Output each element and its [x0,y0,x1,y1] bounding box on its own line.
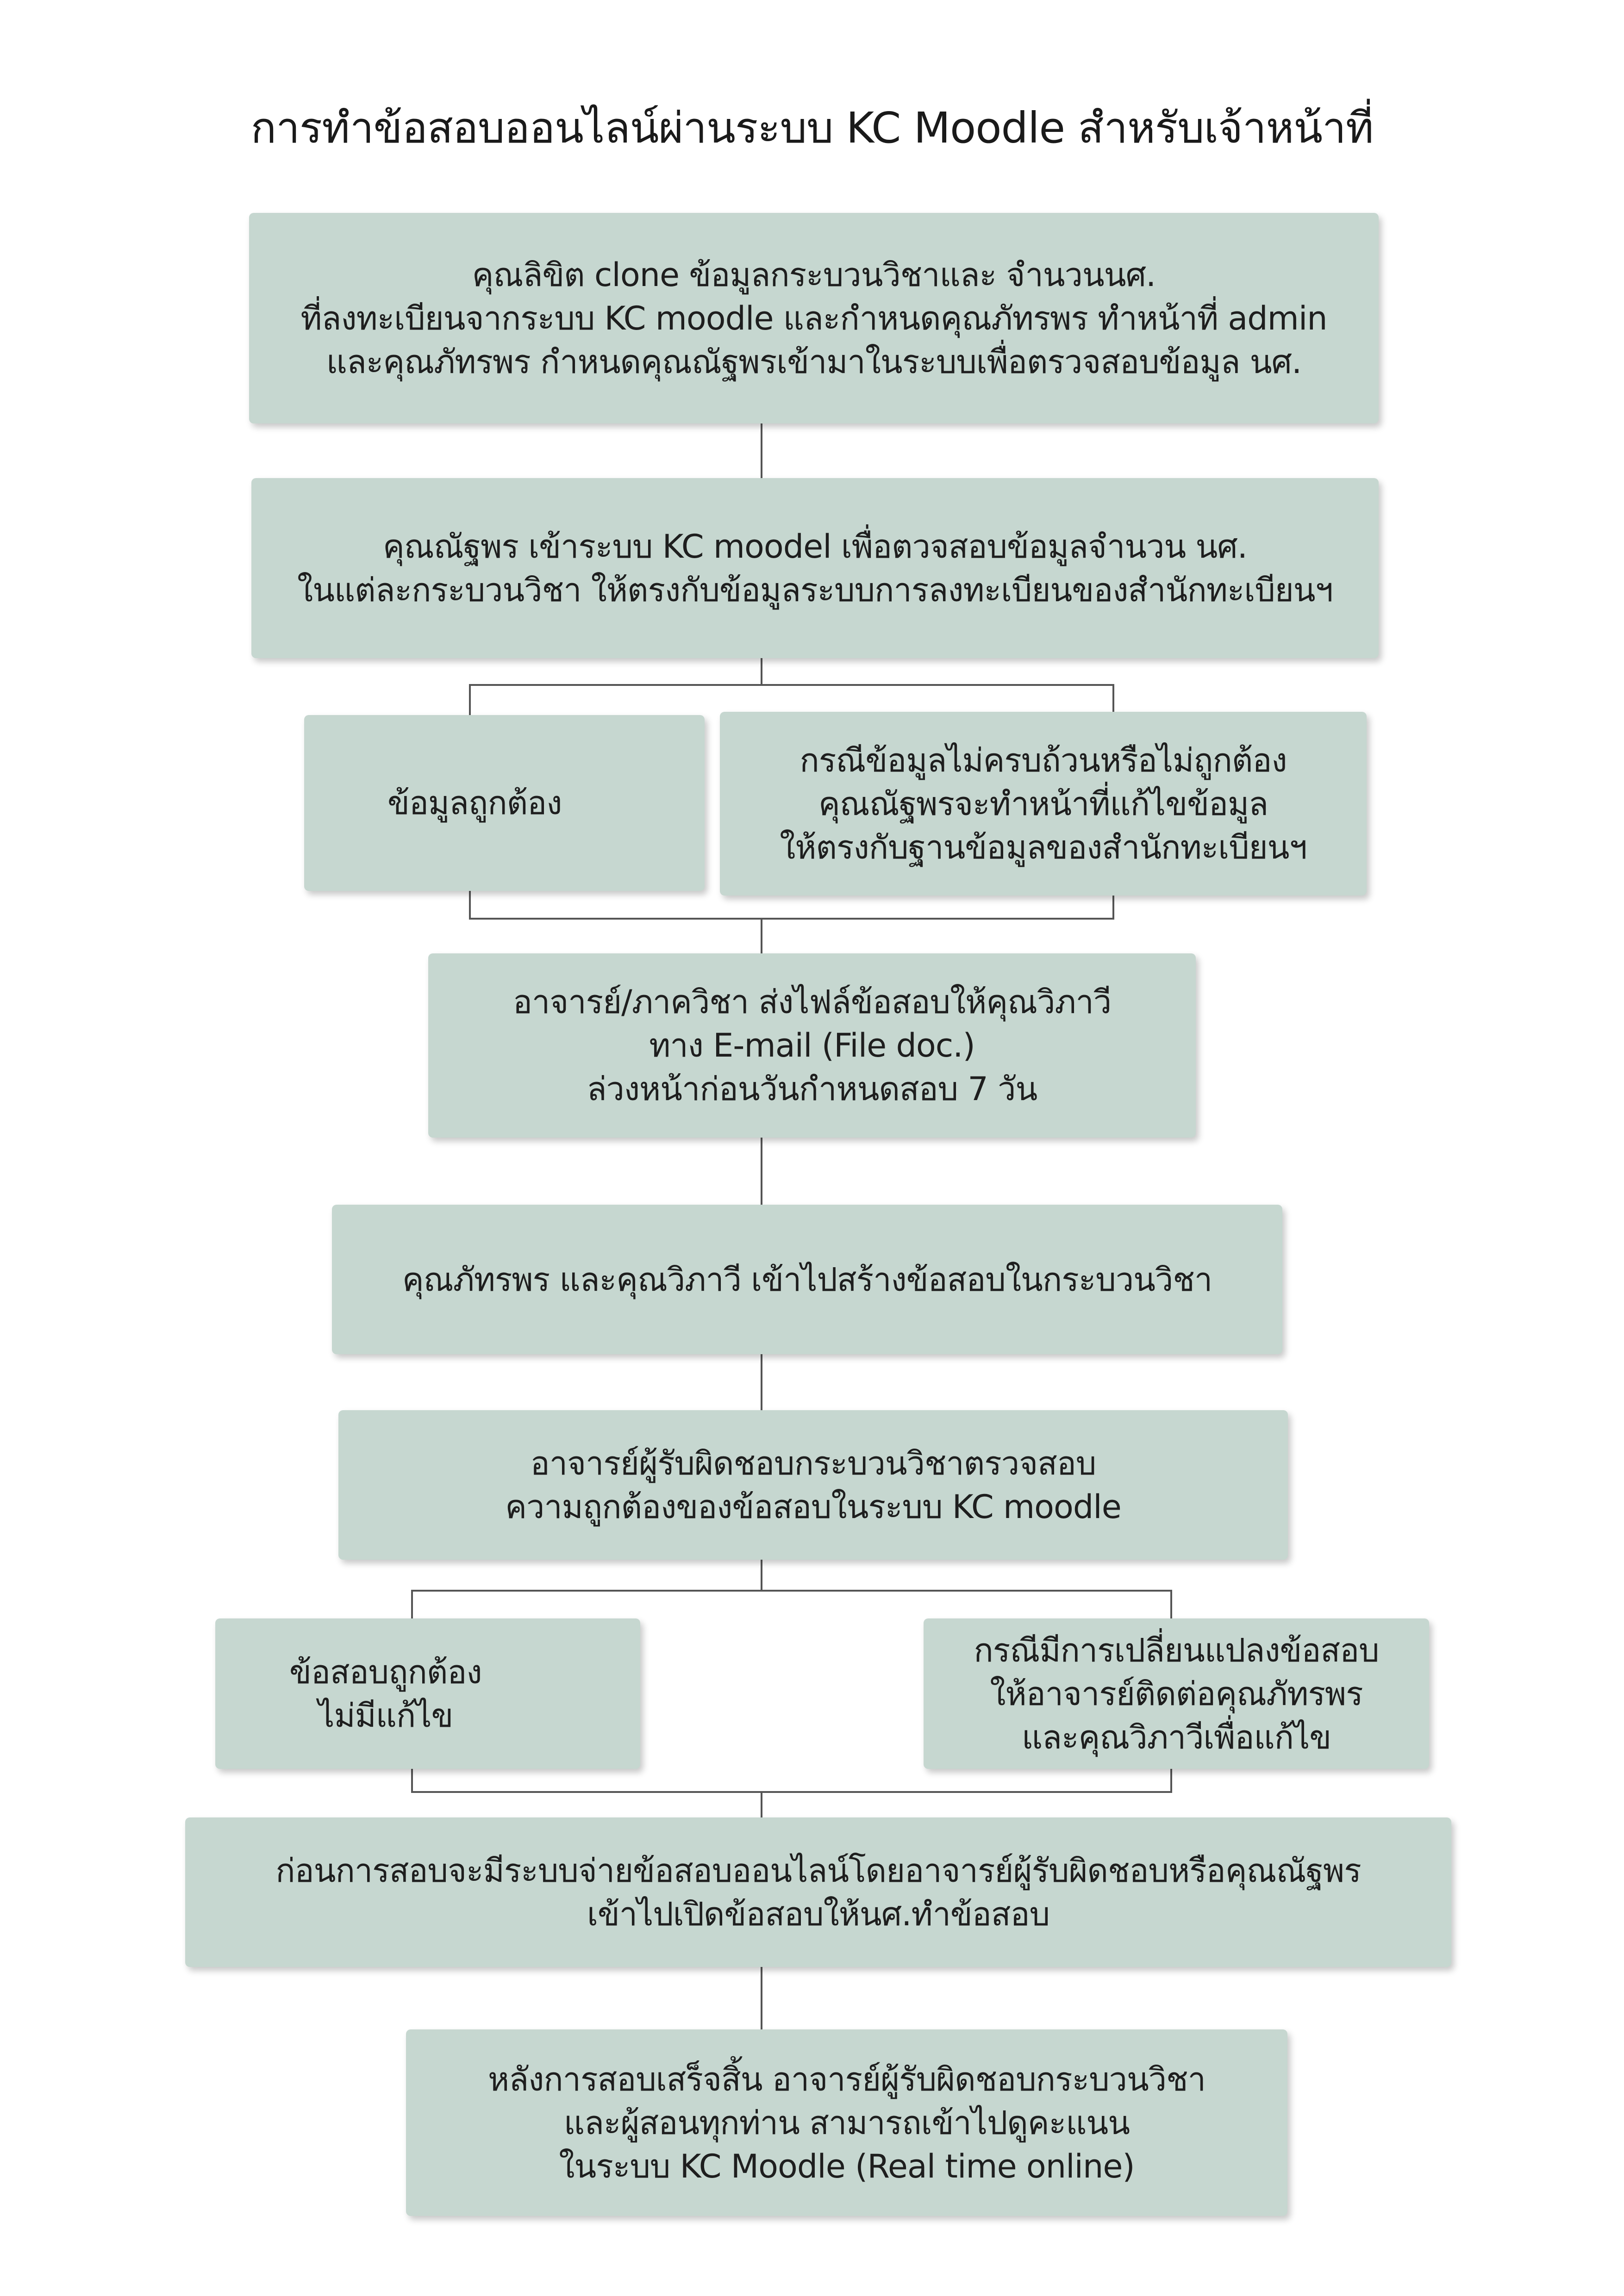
step-view-scores-box [406,2029,1287,2216]
step-open-exam-text: ก่อนการสอบจะมีระบบจ่ายข้อสอบออนไลน์โดยอาจารย์ผู้รับผิดชอบหรือคุณณัฐพร เข้าไปเปิดข้อสอบให้นศ.ทำข้อสอบ [275,1851,1361,1933]
branch-data-correct-text: ข้อมูลถูกต้อง [387,784,562,822]
branch-data-incorrect-box [720,712,1367,896]
step-send-exam-file-text: อาจารย์/ภาควิชา ส่งไฟล์ข้อสอบให้คุณวิภาวี ทาง E-mail (File doc.) ล่วงหน้าก่อนวันกำหนดสอบ 7 วัน [512,983,1112,1108]
branch-exam-correct-text: ข้อสอบถูกต้อง ไม่มีแก้ไข [289,1653,482,1735]
step-clone-data-text: คุณลิขิต clone ข้อมูลกระบวนวิชาและ จำนวนนศ. ที่ลงทะเบียนจากระบบ KC moodle และกำหนดคุณภัทรพร ทำหน้าที่ admin และคุณภัทรพร กำหนดคุณณัฐพรเข้ามาในระบบเพื่อตรวจสอบข้อมูล นศ. [300,255,1327,381]
step-verify-student-count-box [251,478,1379,658]
step-verify-student-count-text: คุณณัฐพร เข้าระบบ KC moodel เพื่อตวจสอบข้อมูลจำนวน นศ. ในแต่ละกระบวนวิชา ให้ตรงกับข้อมูลระบบการลงทะเบียนของสำนักทะเบียนฯ [297,527,1333,609]
branch-exam-change-box [924,1618,1429,1769]
branch-split-line [412,1591,1171,1618]
step-review-exam-box [338,1410,1288,1560]
branch-merge-line [412,1769,1171,1792]
step-send-exam-file-box [428,953,1196,1138]
branch-split-line [470,685,1113,715]
step-clone-data-box [249,213,1379,423]
step-create-exam-text: คุณภัทรพร และคุณวิภาวี เข้าไปสร้างข้อสอบในกระบวนวิชา [402,1260,1212,1299]
step-open-exam-box [185,1817,1451,1967]
branch-data-incorrect-text: กรณีข้อมูลไม่ครบถ้วนหรือไม่ถูกต้อง คุณณัฐพรจะทำหน้าที่แก้ไขข้อมูล ให้ตรงกับฐานข้อมูลของสำนักทะเบียนฯ [780,741,1307,866]
branch-data-correct-box [304,715,705,891]
step-view-scores-text: หลังการสอบเสร็จสิ้น อาจารย์ผู้รับผิดชอบกระบวนวิชา และผู้สอนทุกท่าน สามารถเข้าไปดูคะแนน ในระบบ KC Moodle (Real time online) [488,2060,1206,2185]
page-title: การทำข้อสอบออนไลน์ผ่านระบบ KC Moodle สำหรับเจ้าหน้าที่ [250,103,1374,153]
branch-exam-correct-box [215,1618,640,1769]
branch-exam-change-text: กรณีมีการเปลี่ยนแปลงข้อสอบ ให้อาจารย์ติดต่อคุณภัทรพร และคุณวิภาวีเพื่อแก้ไข [974,1631,1379,1756]
step-review-exam-text: อาจารย์ผู้รับผิดชอบกระบวนวิชาตรวจสอบ ความถูกต้องของข้อสอบในระบบ KC moodle [505,1444,1121,1526]
step-create-exam-box [332,1205,1282,1354]
